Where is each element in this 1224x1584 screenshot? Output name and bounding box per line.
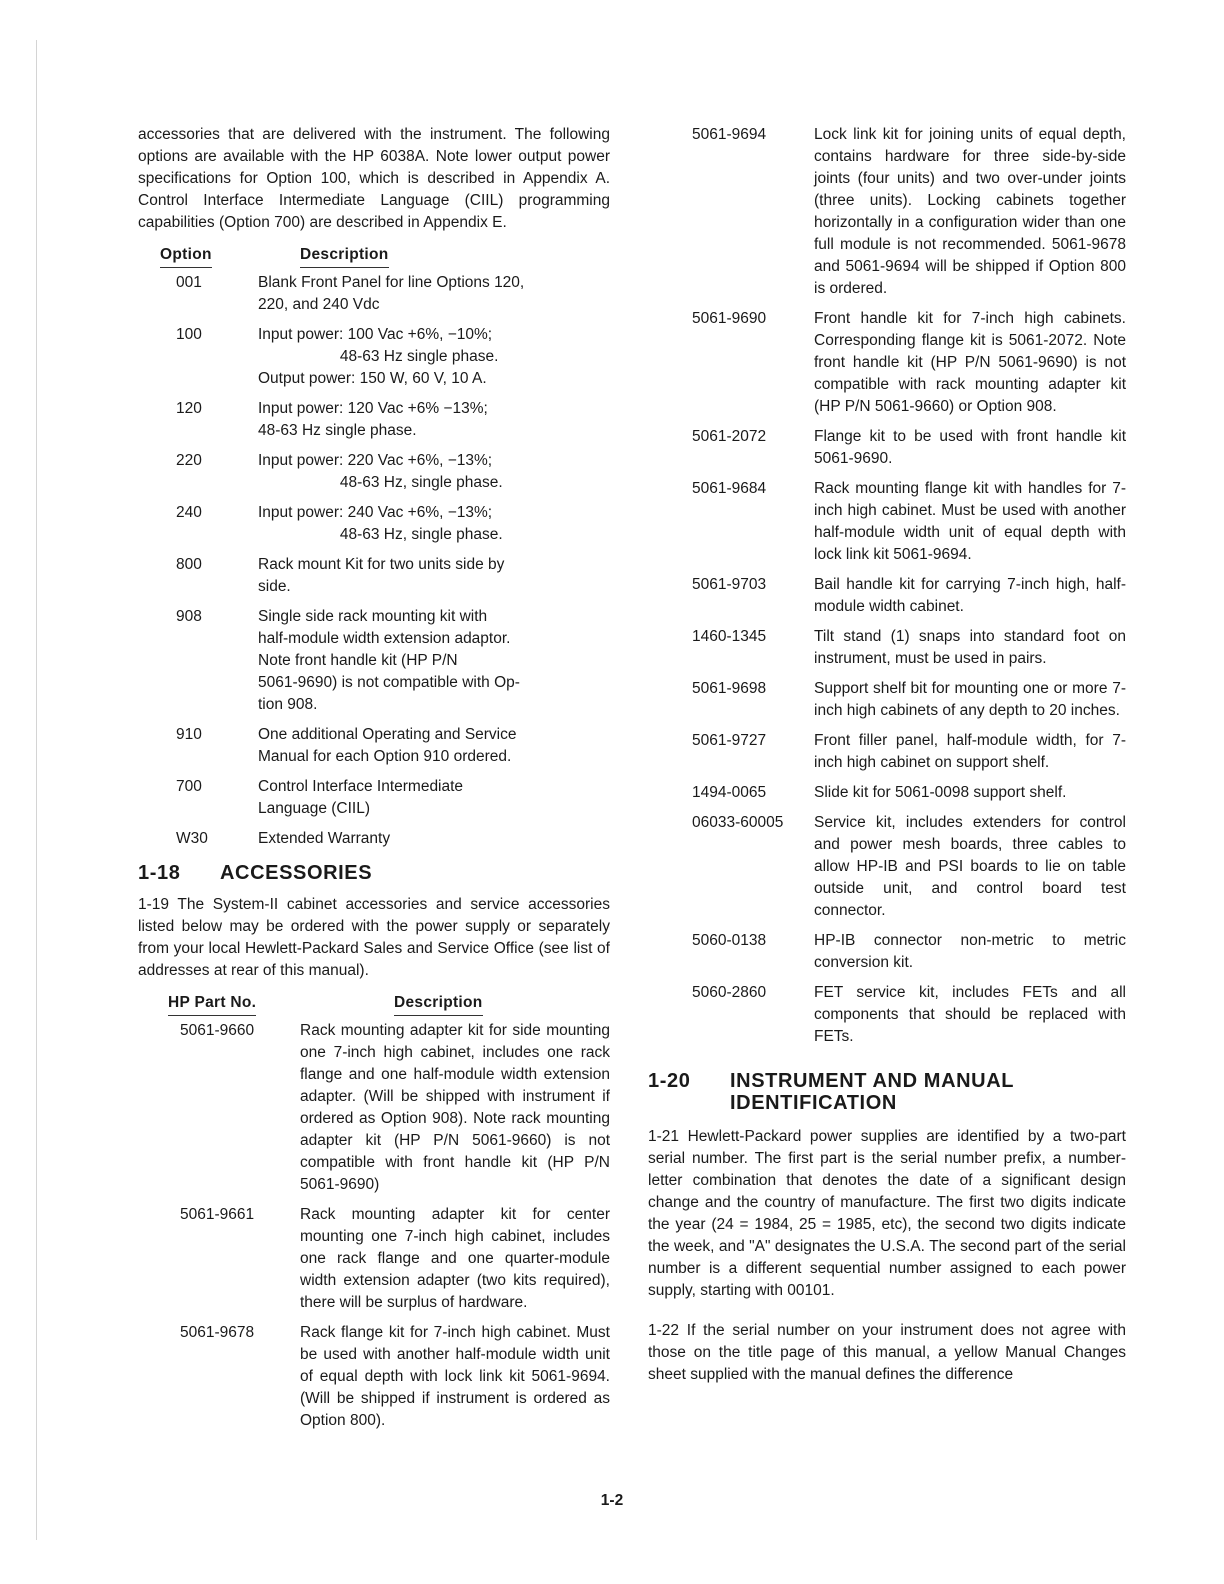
option-code: 220 bbox=[176, 452, 202, 469]
option-row bbox=[138, 398, 610, 442]
option-row bbox=[138, 502, 610, 546]
option-description-line: Input power: 100 Vac +6%, −10%; bbox=[258, 326, 493, 343]
section-heading-accessories bbox=[138, 862, 610, 884]
part-row bbox=[648, 730, 1126, 774]
option-description-line: Extended Warranty bbox=[258, 830, 391, 847]
section-heading-identification bbox=[648, 1070, 1126, 1114]
options-table-header bbox=[138, 244, 610, 268]
part-row bbox=[648, 574, 1126, 618]
part-row bbox=[648, 678, 1126, 722]
option-row bbox=[138, 776, 610, 820]
part-number: 5061-9661 bbox=[180, 1206, 255, 1223]
part-number: 5061-9698 bbox=[692, 680, 767, 697]
option-description-line: half-module width extension adaptor. bbox=[258, 630, 511, 647]
option-column-header: Option bbox=[160, 244, 212, 268]
option-description bbox=[258, 776, 610, 820]
option-description-line: Rack mount Kit for two units side by bbox=[258, 556, 505, 573]
option-description-line: Blank Front Panel for line Options 120, bbox=[258, 274, 525, 291]
paragraph-1-19: 1-19 The System-II cabinet accessories and service accessories listed below may be ordered with the power supply or separately from your local Hewlett-Packard Sales and Service Office (see list of addresses at rear of this manual). bbox=[138, 896, 610, 979]
section-title-line-2: IDENTIFICATION bbox=[730, 1092, 897, 1114]
section-title-line-1: INSTRUMENT AND MANUAL bbox=[730, 1070, 1015, 1092]
option-row bbox=[138, 554, 610, 598]
scan-edge-mark bbox=[36, 40, 37, 1540]
part-row bbox=[648, 124, 1126, 300]
parts-table-right bbox=[648, 124, 1126, 1048]
part-description: HP-IB connector non-metric to metric conversion kit. bbox=[814, 932, 1126, 971]
option-description bbox=[258, 606, 610, 716]
option-description-line: 48-63 Hz, single phase. bbox=[258, 526, 503, 543]
part-number: 5060-0138 bbox=[692, 932, 767, 949]
left-column bbox=[138, 124, 610, 1440]
part-description: Rack mounting adapter kit for center mounting one 7-inch high cabinet, includes one rack flange and one quarter-module width extension adapter (two kits required), there will be surplus of hardware. bbox=[300, 1206, 610, 1311]
option-description bbox=[258, 272, 610, 316]
part-row bbox=[648, 982, 1126, 1048]
part-description: Rack mounting adapter kit for side mounting one 7-inch high cabinet, includes one rack flange and one half-module width extension adapter. (Will be shipped with instrument if ordered as Option 908). Note rack mounting adapter kit (HP P/N 5061-9660) is not compatible with front handle kit (HP P/N 5061-9690) bbox=[300, 1022, 610, 1193]
option-description bbox=[258, 502, 610, 546]
part-number: 1494-0065 bbox=[692, 784, 767, 801]
part-number: 06033-60005 bbox=[692, 814, 784, 831]
part-number: 5061-9684 bbox=[692, 480, 767, 497]
part-number: 5061-9660 bbox=[180, 1022, 255, 1039]
option-description bbox=[258, 324, 610, 390]
part-number: 5060-2860 bbox=[692, 984, 767, 1001]
paragraph-1-22: 1-22 If the serial number on your instrument does not agree with those on the title page of this manual, a yellow Manual Changes sheet supplied with the manual defines the difference bbox=[648, 1322, 1126, 1383]
part-number: 5061-9703 bbox=[692, 576, 767, 593]
option-description bbox=[258, 828, 610, 850]
part-description: FET service kit, includes FETs and all components that should be replaced with FETs. bbox=[814, 984, 1126, 1045]
option-row bbox=[138, 724, 610, 768]
option-description-line: Input power: 220 Vac +6%, −13%; bbox=[258, 452, 493, 469]
option-code: 910 bbox=[176, 726, 202, 743]
option-description-line: 5061-9690) is not compatible with Op- bbox=[258, 674, 520, 691]
part-description: Flange kit to be used with front handle kit 5061-9690. bbox=[814, 428, 1126, 467]
option-description bbox=[258, 398, 610, 442]
part-description: Service kit, includes extenders for control and power mesh boards, three cables to allow HP-IB and PSI boards to lie on table outside unit, and control board test connector. bbox=[814, 814, 1126, 919]
option-code: W30 bbox=[176, 830, 208, 847]
options-table bbox=[138, 272, 610, 850]
option-description-line: 48-63 Hz, single phase. bbox=[258, 474, 503, 491]
option-row bbox=[138, 450, 610, 494]
part-row bbox=[648, 812, 1126, 922]
option-code: 001 bbox=[176, 274, 202, 291]
part-number: 5061-9694 bbox=[692, 126, 767, 143]
right-column bbox=[648, 124, 1126, 1386]
option-description-line: Single side rack mounting kit with bbox=[258, 608, 488, 625]
part-number: 5061-9678 bbox=[180, 1324, 255, 1341]
part-description-column-header: Description bbox=[394, 992, 483, 1016]
option-code: 700 bbox=[176, 778, 202, 795]
option-description-line: 220, and 240 Vdc bbox=[258, 296, 380, 313]
option-code: 240 bbox=[176, 504, 202, 521]
option-description-line: Language (CIIL) bbox=[258, 800, 371, 817]
part-number: 5061-2072 bbox=[692, 428, 767, 445]
part-row bbox=[648, 930, 1126, 974]
option-description-line: tion 908. bbox=[258, 696, 318, 713]
option-description-line: Input power: 240 Vac +6%, −13%; bbox=[258, 504, 493, 521]
intro-paragraph: accessories that are delivered with the instrument. The following options are available with the HP 6038A. Note lower output power specifications for Option 100, which is described in Appendix A. Control Interface Intermediate Language (CIIL) programming capabilities (Option 700) are described in Appendix E. bbox=[138, 126, 610, 231]
option-code: 100 bbox=[176, 326, 202, 343]
part-number: 1460-1345 bbox=[692, 628, 767, 645]
option-description-line: Control Interface Intermediate bbox=[258, 778, 464, 795]
page-number: 1-2 bbox=[600, 1492, 624, 1509]
option-description-line: Input power: 120 Vac +6% −13%; bbox=[258, 400, 488, 417]
option-code: 908 bbox=[176, 608, 202, 625]
option-description-line: side. bbox=[258, 578, 291, 595]
part-description: Rack mounting flange kit with handles for 7-inch high cabinet. Must be used with another half-module width unit of equal depth with lock link kit 5061-9694. bbox=[814, 480, 1126, 563]
option-description-line: Note front handle kit (HP P/N bbox=[258, 652, 458, 669]
part-row bbox=[648, 478, 1126, 566]
option-description-line: Manual for each Option 910 ordered. bbox=[258, 748, 512, 765]
part-row bbox=[648, 308, 1126, 418]
part-row bbox=[648, 782, 1126, 804]
option-description bbox=[258, 554, 610, 598]
option-description-line: 48-63 Hz single phase. bbox=[258, 348, 499, 365]
part-description: Front filler panel, half-module width, for 7-inch high cabinet on support shelf. bbox=[814, 732, 1126, 771]
section-number: 1-18 bbox=[138, 862, 181, 884]
option-description-line: Output power: 150 W, 60 V, 10 A. bbox=[258, 370, 487, 387]
part-row bbox=[648, 626, 1126, 670]
option-row bbox=[138, 828, 610, 850]
paragraph-1-21: 1-21 Hewlett-Packard power supplies are identified by a two-part serial number. The first part is the serial number prefix, a number-letter combination that denotes the date of a significant design change and the country of manufacture. The first two digits indicate the year (24 = 1984, 25 = 1985, etc), the second two digits indicate the week, and "A" designates the U.S.A. The second part of the serial number is a different sequential number assigned to each power supply, starting with 00101. bbox=[648, 1128, 1126, 1299]
option-description-line: One additional Operating and Service bbox=[258, 726, 517, 743]
option-description-line: 48-63 Hz single phase. bbox=[258, 422, 417, 439]
parts-table-left bbox=[138, 1020, 610, 1432]
part-row bbox=[648, 426, 1126, 470]
part-description: Bail handle kit for carrying 7-inch high, half-module width cabinet. bbox=[814, 576, 1126, 615]
part-description: Slide kit for 5061-0098 support shelf. bbox=[814, 784, 1067, 801]
part-number: 5061-9727 bbox=[692, 732, 767, 749]
option-code: 120 bbox=[176, 400, 202, 417]
part-description: Tilt stand (1) snaps into standard foot on instrument, must be used in pairs. bbox=[814, 628, 1126, 667]
part-row bbox=[138, 1020, 610, 1196]
parts-table-header bbox=[138, 992, 610, 1016]
option-code: 800 bbox=[176, 556, 202, 573]
option-description bbox=[258, 724, 610, 768]
part-row bbox=[138, 1322, 610, 1432]
part-description: Front handle kit for 7-inch high cabinets. Corresponding flange kit is 5061-2072. Note front handle kit (HP P/N 5061-9690) is not compatible with rack mounting adapter kit (HP P/N 5061-9660) or Option 908. bbox=[814, 310, 1126, 415]
option-row bbox=[138, 324, 610, 390]
section-number: 1-20 bbox=[648, 1070, 691, 1092]
part-row bbox=[138, 1204, 610, 1314]
option-row bbox=[138, 606, 610, 716]
part-description: Rack flange kit for 7-inch high cabinet. Must be used with another half-module width unit of equal depth with lock link kit 5061-9694. (Will be shipped if instrument is ordered as Option 800). bbox=[300, 1324, 610, 1429]
option-description bbox=[258, 450, 610, 494]
option-row bbox=[138, 272, 610, 316]
section-title: ACCESSORIES bbox=[220, 862, 373, 884]
part-description: Support shelf bit for mounting one or more 7-inch high cabinets of any depth to 20 inches. bbox=[814, 680, 1126, 719]
part-number: 5061-9690 bbox=[692, 310, 767, 327]
part-number-column-header: HP Part No. bbox=[168, 992, 256, 1016]
description-column-header: Description bbox=[300, 244, 389, 268]
part-description: Lock link kit for joining units of equal depth, contains hardware for three side-by-side joints (four units) and two over-under joints (three units). Locking cabinets together horizontally in a configuration wider than one full module is not recommended. 5061-9678 and 5061-9694 will be shipped if Option 800 is ordered. bbox=[814, 126, 1126, 297]
